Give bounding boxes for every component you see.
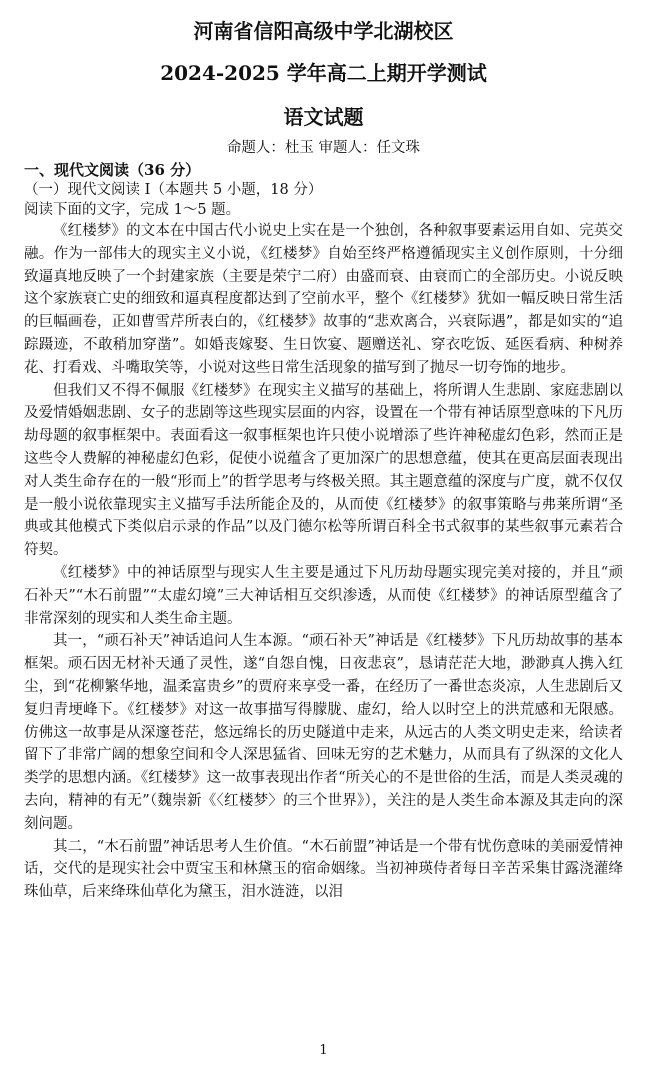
paragraph: 《红楼梦》中的神话原型与现实人生主要是通过下凡历劫母题实现完美对接的，并且“顽石补天”“木石前盟”“太虚幻境”三大神话相互交织渗透，从而使《红楼梦》的神话原型蕴含了非常深刻的现实和人类生命主题。 bbox=[24, 564, 623, 627]
exam-title: 2024-2025 学年高二上期开学测试 bbox=[160, 61, 487, 85]
paragraph: 但我们又不得不佩服《红楼梦》在现实主义描写的基础上，将所谓人生悲剧、家庭悲剧以及爱情婚姻悲剧、女子的悲剧等这些现实层面的内容，设置在一个带有神话原型意味的下凡历劫母题的叙事框架中。表面看这一叙事框架也许只使小说增添了些许神秘虚幻色彩，然而正是这些令人费解的神秘虚幻色彩，促使小说蕴含了更加深广的思想意蕴，使其在更高层面表现出对人类生命存在的一般“形而上”的哲学思考与终极关照。其主题意蕴的深度与广度，就不仅仅是一般小说依靠现实主义描写手法所能企及的，从而使《红楼梦》的叙事策略与弗莱所谓“圣典或其他模式下类似启示录的作品”以及门德尔松等所谓百科全书式叙事的某些叙事元素若合符契。 bbox=[24, 382, 623, 559]
instruction-text: 阅读下面的文字，完成 1～5 题。 bbox=[24, 202, 241, 218]
section-heading: 一、现代文阅读（36 分） bbox=[24, 161, 201, 179]
paragraph: 其二，“木石前盟”神话思考人生价值。“木石前盟”神话是一个带有忧伤意味的美丽爱情神话，交代的是现实社会中贾宝玉和林黛玉的宿命姻缘。当初神瑛侍者每日辛苦采集甘露浇灌绛珠仙草，后来绛珠仙草化为黛玉，泪水涟涟，以泪 bbox=[24, 838, 623, 901]
subject-title: 语文试题 bbox=[283, 105, 364, 129]
authors-line: 命题人：杜玉 审题人：任文珠 bbox=[226, 140, 421, 156]
paragraph: 其一，“顽石补天”神话追问人生本源。“顽石补天”神话是《红楼梦》下凡历劫故事的基本框架。顽石因无材补天通了灵性，遂“自怨自愧，日夜悲哀”，恳请茫茫大地，渺渺真人携入红尘，到“花柳繁华地，温柔富贵乡”的贾府来享受一番，在经历了一番世态炎凉，人生悲剧后又复归青埂峰下。《红楼梦》对这一故事描写得朦胧、虚幻，给人以时空上的洪荒感和无限感。仿佛这一故事是从深邃苍茫，悠远绵长的历史隧道中走来，从远古的人类文明史走来，给读者留下了非常广阔的想象空间和令人深思猛省、回味无穷的艺术魅力，从而具有了纵深的文化人类学的思想内涵。《红楼梦》这一故事表现出作者“所关心的不是世俗的生活，而是人类灵魂的去向，精神的有无”（魏崇新《〈红楼梦〉的三个世界》），关注的是人类生命本源及其走向的深刻问题。 bbox=[24, 633, 623, 832]
subsection-heading: （一）现代文阅读 I（本题共 5 小题，18 分） bbox=[24, 182, 323, 198]
school-title: 河南省信阳高级中学北湖校区 bbox=[193, 19, 454, 43]
paragraph: 《红楼梦》的文本在中国古代小说史上实在是一个独创，各种叙事要素运用自如、完英交融。作为一部伟大的现实主义小说，《红楼梦》自始至终严格遵循现实主义创作原则，十分细致逼真地反映了一个封建家族（主要是荣宁二府）由盛而衰、由衰而亡的全部历史。小说反映这个家族衰亡史的细致和逼真程度都达到了空前水平，整个《红楼梦》犹如一幅反映日常生活的巨幅画卷，正如曹雪芹所表白的，《红楼梦》故事的“悲欢离合，兴衰际遇”，都是如实的“追踪蹑迹，不敢稍加穿凿”。如婚丧嫁娶、生日饮宴、题赠送礼、穿衣吃饭、延医看病、种树养花、打看戏、斗嘴取笑等，小说对这些日常生活现象的描写到了抛尽一切夸饰的地步。 bbox=[24, 223, 623, 376]
page-number: 1 bbox=[319, 1043, 328, 1058]
